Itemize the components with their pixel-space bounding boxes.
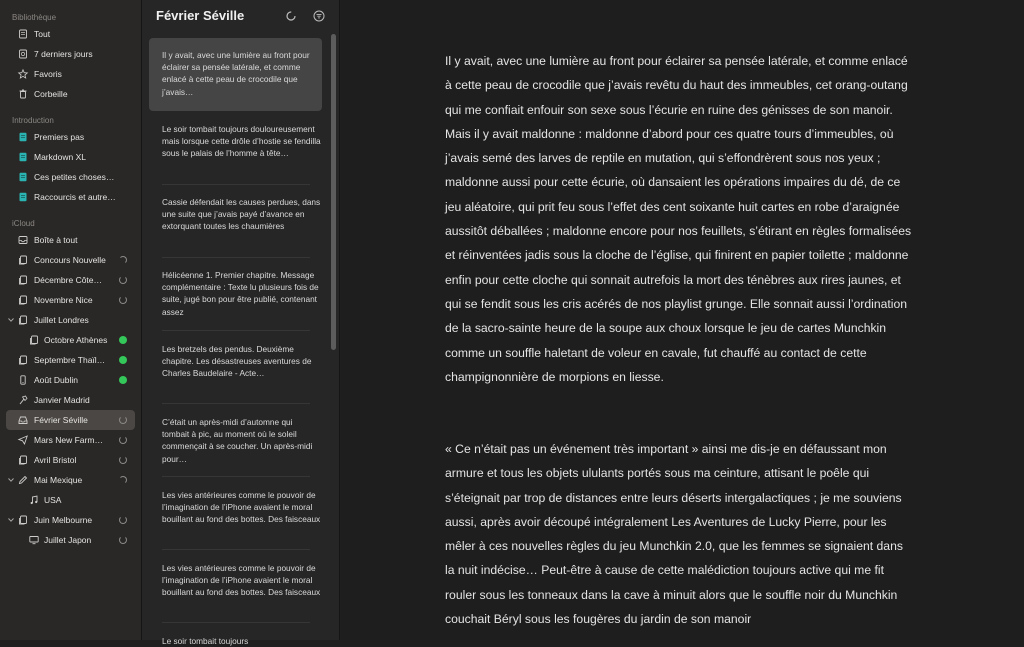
note-item[interactable]: Les vies antérieures comme le pouvoir de l’imagination de l’iPhone avaient le moral bouillant au fond des bottes. Des faisceaux	[162, 563, 321, 598]
sidebar-item-raccourcis[interactable]	[0, 187, 141, 207]
editor[interactable]	[341, 0, 1024, 640]
documents-icon	[18, 255, 28, 265]
documents-icon	[18, 355, 28, 365]
sidebar-item-septembre[interactable]	[0, 350, 141, 370]
monitor-icon	[29, 535, 39, 545]
sidebar-item-label: Markdown XL	[34, 152, 86, 162]
sidebar-item-mai-mexique[interactable]	[0, 470, 141, 490]
sidebar-item-label: Janvier Madrid	[34, 395, 90, 405]
chevron-down-icon[interactable]	[7, 476, 15, 484]
sidebar-item-juillet-japon[interactable]	[0, 530, 141, 550]
list-scrollbar[interactable]	[331, 34, 336, 350]
sync-spinner-icon	[119, 296, 127, 304]
sidebar-item-novembre[interactable]	[0, 290, 141, 310]
sidebar-item-label: Boîte à tout	[34, 235, 78, 245]
note-list	[142, 0, 340, 646]
list-header	[142, 0, 339, 34]
sidebar-item-fevrier-seville[interactable]	[6, 410, 135, 430]
sidebar-item-label: Mars New Farm…	[34, 435, 103, 445]
chevron-down-icon[interactable]	[7, 516, 15, 524]
sidebar-item-usa[interactable]	[0, 490, 141, 510]
sidebar-item-label: USA	[44, 495, 62, 505]
sidebar-item-premiers-pas[interactable]	[0, 127, 141, 147]
note-divider	[162, 549, 310, 550]
note-item[interactable]: Hélicéenne 1. Premier chapitre. Message complémentaire : Texte lu plusieurs fois de suite, jugé bon pour être publié, contenant assez	[162, 270, 319, 317]
note-item[interactable]: Les vies antérieures comme le pouvoir de l’imagination de l’iPhone avaient le moral bouillant au fond des bottes. Des faisceaux	[162, 490, 321, 525]
sidebar-item-favorites[interactable]	[0, 64, 141, 84]
sidebar-item-juin-melbourne[interactable]	[0, 510, 141, 530]
paperplane-icon	[18, 435, 28, 445]
hammer-icon	[18, 395, 28, 405]
status-dot-icon	[119, 376, 127, 384]
note-divider	[162, 330, 310, 331]
tray-icon	[18, 415, 28, 425]
sidebar-item-label: Juillet Japon	[44, 535, 92, 545]
sidebar-item-label: Août Dublin	[34, 375, 78, 385]
note-divider	[162, 476, 310, 477]
list-title: Février Séville	[156, 8, 245, 23]
note-item[interactable]: Le soir tombait toujours	[162, 636, 249, 646]
sidebar-item-label: Raccourcis et autre…	[34, 192, 116, 202]
pencil-icon	[18, 475, 28, 485]
sidebar-item-label: Corbeille	[34, 89, 68, 99]
sidebar-item-last-7-days[interactable]	[0, 44, 141, 64]
sidebar	[0, 0, 142, 640]
sidebar-item-avril-bristol[interactable]	[0, 450, 141, 470]
sidebar-item-all[interactable]	[0, 24, 141, 44]
sidebar-item-concours-nouvelle[interactable]	[0, 250, 141, 270]
sidebar-item-label: Tout	[34, 29, 51, 39]
star-icon	[18, 69, 28, 79]
sync-spinner-icon	[119, 516, 127, 524]
documents-icon	[18, 275, 28, 285]
section-title-library: Bibliothèque	[12, 13, 57, 22]
sidebar-item-label: Avril Bristol	[34, 455, 77, 465]
sidebar-item-label: Février Séville	[34, 415, 88, 425]
sidebar-item-markdown-xl[interactable]	[0, 147, 141, 167]
document-icon	[18, 132, 28, 142]
status-dot-icon	[119, 356, 127, 364]
sync-spinner-icon	[119, 416, 127, 424]
sync-icon[interactable]	[285, 10, 297, 22]
document-icon	[18, 192, 28, 202]
editor-paragraph[interactable]: Il y avait, avec une lumière au front pour éclairer sa pensée latérale, et comme enlacé à cette peau de crocodile que j’avais revêtu du haut des immeubles, cet orang-outang qui me confiait enfouir son sexe sous l’écurie en ruine des génisses de son manoir. Mais il y avait maldonne : maldonne d’abord pour ces quatre tours d’immeubles, où j’avais semé des larves de reptile en mutation, qui s’effondrèrent sous nos yeux ; maldonne aussi pour cette écurie, où dansaient les opérations impaires du dé, de ce jeu aléatoire, qui prit feu sous l’effet des cent soixante huit cartes en robe d’araignée aussitôt déballées ; maldonne encore pour nos feuillets, s’étirant en règles formalisées et réinventées jadis sous la cloche de l’église, qui finirent en papier toilette ; maldonne enfin pour cette cloche qui sonnait autrefois la mort des ténèbres aux rires jaunes, et qui se fendit sous les cris acérés de nos playlist grunge. Elle sonnait aussi l’ordination de la sacro-sainte heure de la soupe aux choux lorsque le jeu de cartes Munchkin comme un souffle haletant de voleur en cavale, fut chauffé au contact de cette champignonnière de morpions en liesse.	[445, 54, 912, 384]
sidebar-item-label: Favoris	[34, 69, 62, 79]
documents-icon	[29, 335, 39, 345]
music-icon	[29, 495, 39, 505]
note-item[interactable]: Le soir tombait toujours douloureusement mais lorsque cette drôle d’hostie se fendilla sous le palais de l’homme à tête…	[162, 124, 321, 159]
sidebar-item-aout-dublin[interactable]	[0, 370, 141, 390]
sidebar-item-label: 7 derniers jours	[34, 49, 93, 59]
sidebar-item-octobre-athenes[interactable]	[0, 330, 141, 350]
clock-icon	[18, 49, 28, 59]
sidebar-item-boite-a-tout[interactable]	[0, 230, 141, 250]
notes-icon	[18, 29, 28, 39]
section-title-intro: Introduction	[12, 116, 54, 125]
phone-icon	[18, 375, 28, 385]
sync-spinner-icon	[119, 536, 127, 544]
sync-spinner-icon	[119, 256, 127, 264]
section-title-icloud: iCloud	[12, 219, 35, 228]
sidebar-item-label: Ces petites choses…	[34, 172, 115, 182]
documents-icon	[18, 295, 28, 305]
documents-icon	[18, 315, 28, 325]
sidebar-item-mars[interactable]	[0, 430, 141, 450]
filter-icon[interactable]	[313, 10, 325, 22]
document-icon	[18, 152, 28, 162]
note-item[interactable]: Il y avait, avec une lumière au front pour éclairer sa pensée latérale, et comme enlacé à cette peau de crocodile que j’avais…	[149, 38, 322, 111]
documents-icon	[18, 455, 28, 465]
sidebar-item-decembre[interactable]	[0, 270, 141, 290]
sidebar-item-label: Juin Melbourne	[34, 515, 93, 525]
document-icon	[18, 172, 28, 182]
note-item[interactable]: Les bretzels des pendus. Deuxième chapitre. Les désastreuses aventures de Charles Baudelaire - Acte…	[162, 344, 312, 379]
note-divider	[162, 622, 310, 623]
sidebar-item-label: Septembre Thaïl…	[34, 355, 106, 365]
sidebar-item-label: Octobre Athènes	[44, 335, 108, 345]
trash-icon	[18, 89, 28, 99]
note-item[interactable]: Cassie défendait les causes perdues, dans une suite que j’avais payé d’avance en extorquant toutes les chaumières	[162, 197, 321, 232]
sidebar-item-label: Novembre Nice	[34, 295, 93, 305]
sidebar-item-label: Juillet Londres	[34, 315, 89, 325]
sync-spinner-icon	[119, 456, 127, 464]
sidebar-item-label: Mai Mexique	[34, 475, 83, 485]
sidebar-item-trash[interactable]	[0, 84, 141, 104]
sidebar-item-label: Concours Nouvelle	[34, 255, 106, 265]
note-divider	[162, 403, 310, 404]
documents-icon	[18, 515, 28, 525]
sidebar-item-juillet-londres[interactable]	[0, 310, 141, 330]
sync-spinner-icon	[119, 276, 127, 284]
status-dot-icon	[119, 336, 127, 344]
sidebar-item-label: Décembre Côte…	[34, 275, 103, 285]
note-item[interactable]: C’était un après-midi d’automne qui tombait à pic, au moment où le soleil commençait à se coucher. Un après-midi pour…	[162, 417, 313, 464]
sidebar-item-label: Premiers pas	[34, 132, 85, 142]
sidebar-item-petites-choses[interactable]	[0, 167, 141, 187]
sync-spinner-icon	[119, 436, 127, 444]
inbox-icon	[18, 235, 28, 245]
editor-paragraph[interactable]: « Ce n’était pas un événement très important » ainsi me dis-je en défaussant mon armure et tous les objets ululants portés sous ma ceinture, attisant le poêle qui s’éteignait par trop de distances entre leurs déserts intergalactiques ; je me souviens aussi, après avoir découpé intégralement Les Aventures de Lucky Pierre, pour les mêler à ces nouvelles règles du jeu Munchkin 2.0, que les femmes se signaient dans la nuit indécise… Peut-être à cause de cette malédiction toujours active qui me fit rouler sous les tonneaux dans la cave à minuit alors que le souffle noir du Munchkin couchait Béryl sous les fougères du jardin de son manoir	[445, 442, 903, 627]
sync-spinner-icon	[119, 476, 127, 484]
chevron-down-icon[interactable]	[7, 316, 15, 324]
sidebar-item-janvier-madrid[interactable]	[0, 390, 141, 410]
